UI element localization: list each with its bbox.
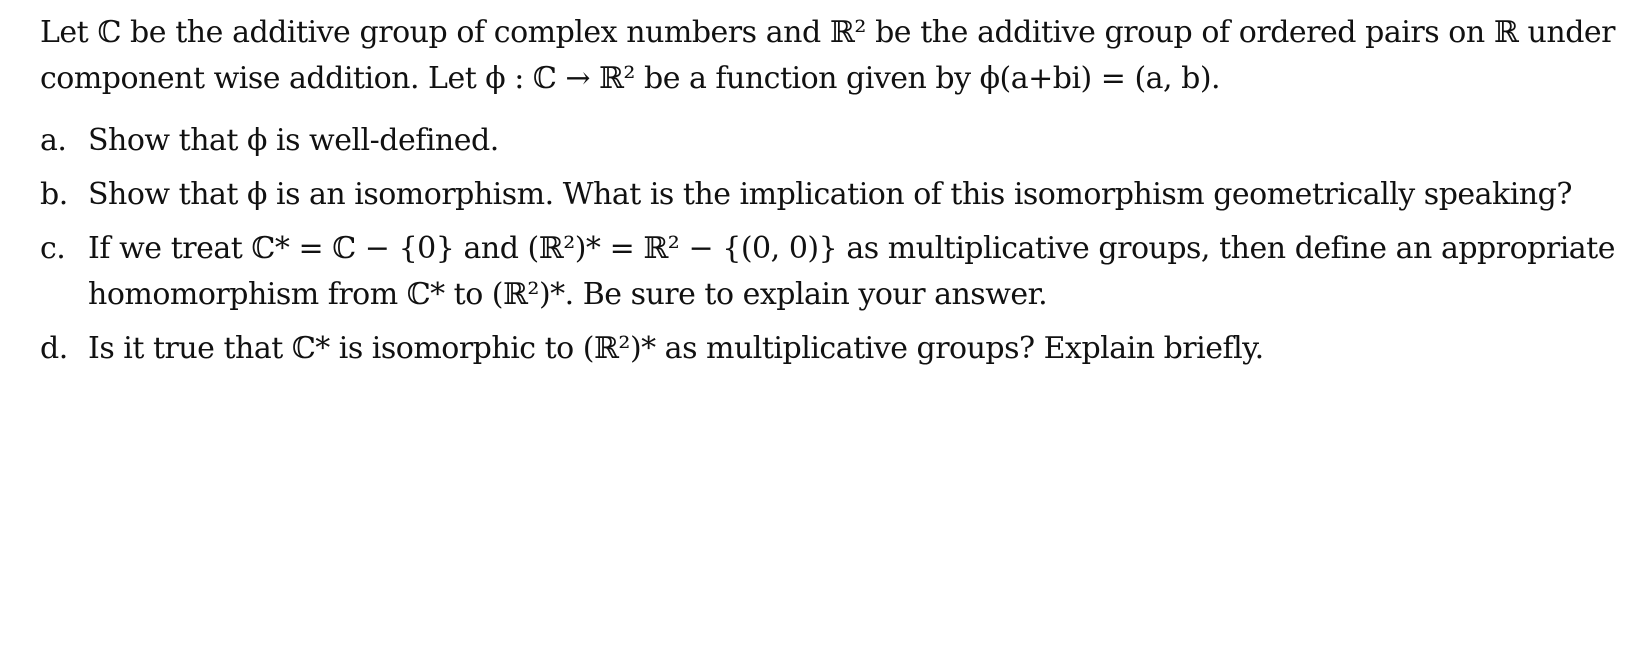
problem-part-d [40,326,1615,372]
problem-parts-list [40,118,1615,372]
part-text: Show that ϕ is an isomorphism. What is the implication of this isomorphism geometrically speaking? [88,177,1572,212]
problem-part-a [40,118,1615,164]
part-marker: b. [40,177,68,212]
part-text: Show that ϕ is well-defined. [88,123,499,158]
problem-intro: Let ℂ be the additive group of complex numbers and ℝ² be the additive group of ordered pairs on ℝ under component wise addition. Let ϕ : ℂ → ℝ² be a function given by ϕ(a+bi) = (a, b). [40,15,1615,96]
problem-part-c [40,226,1615,318]
problem-part-b [40,172,1615,218]
problem-document [40,10,1615,380]
part-marker: c. [40,231,66,266]
part-text: Is it true that ℂ* is isomorphic to (ℝ²)* as multiplicative groups? Explain briefly. [88,331,1264,366]
part-marker: a. [40,123,67,158]
part-text: If we treat ℂ* = ℂ − {0} and (ℝ²)* = ℝ² − {(0, 0)} as multiplicative groups, then define an appropriate homomorphism from ℂ* to (ℝ²)*. Be sure to explain your answer. [88,231,1615,312]
part-marker: d. [40,331,68,366]
